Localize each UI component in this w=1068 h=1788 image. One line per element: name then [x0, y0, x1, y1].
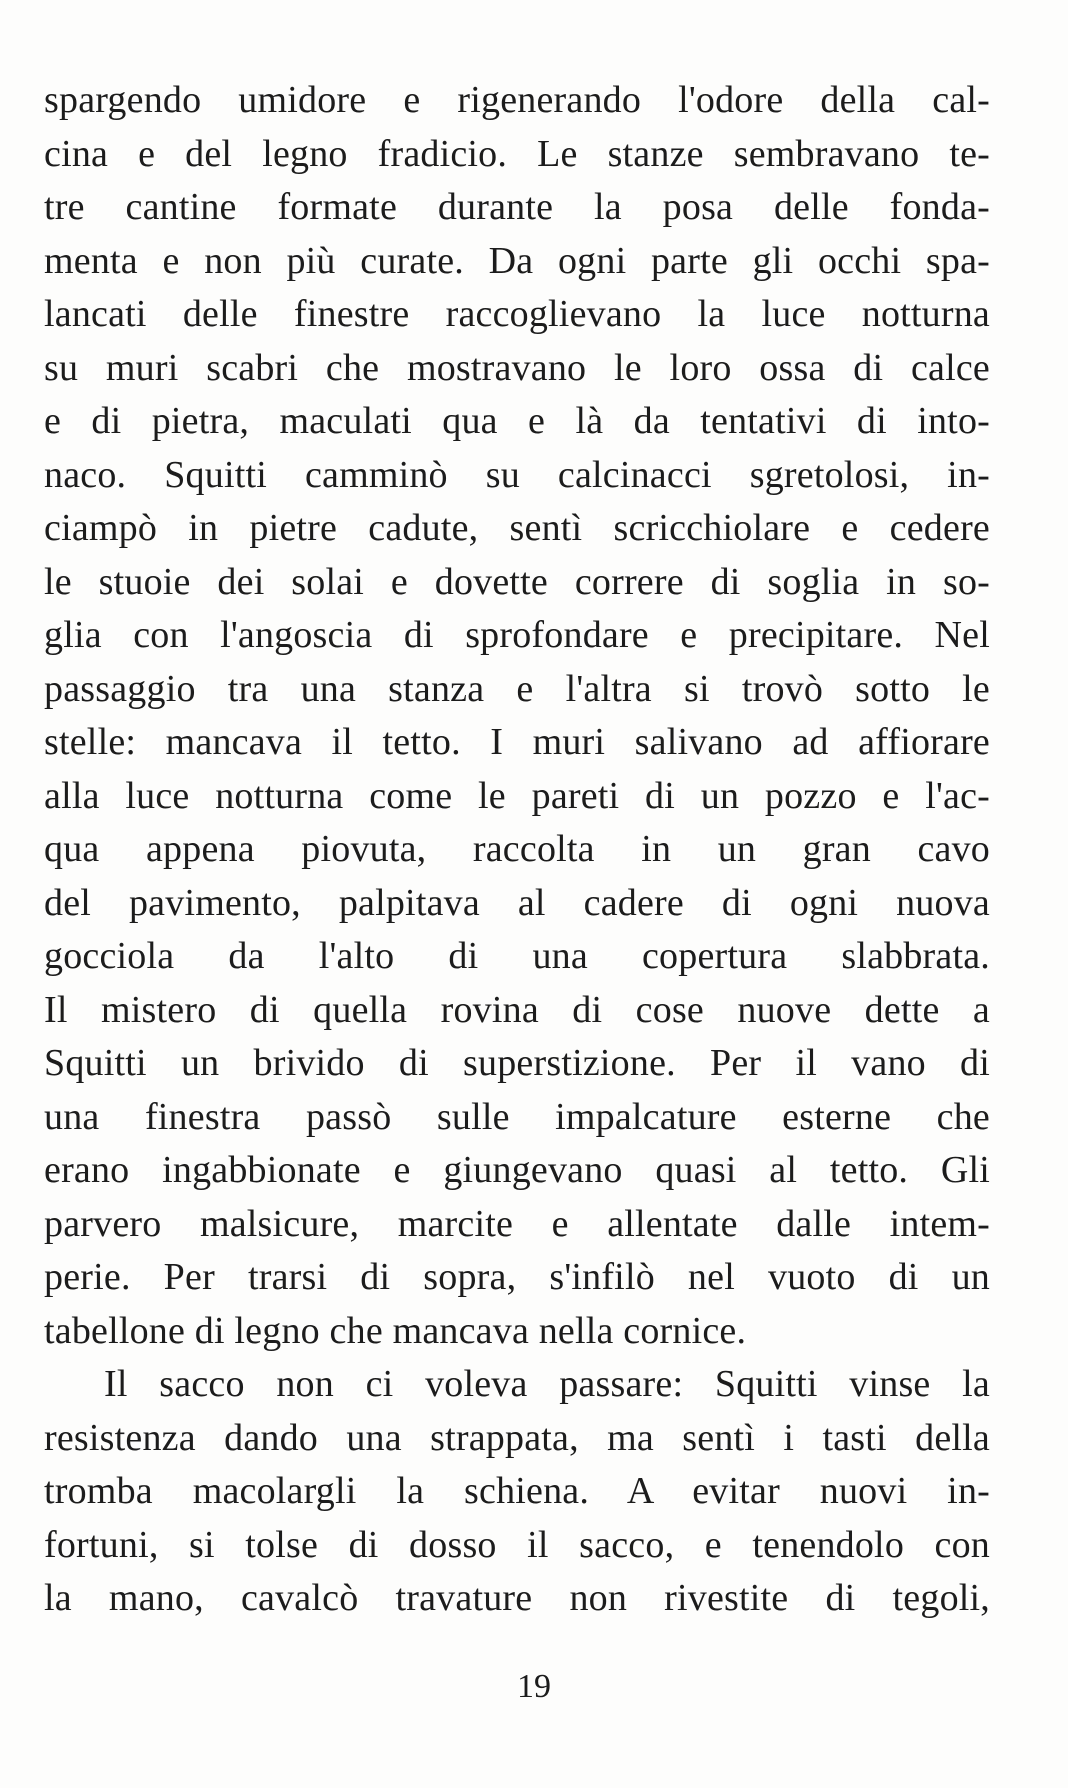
text-line: resistenza dando una strappata, ma sentì i tasti della	[44, 1416, 990, 1459]
text-line: Il sacco non ci voleva passare: Squitti vinse la	[104, 1363, 990, 1405]
paragraph-2	[44, 1358, 990, 1626]
text-line: spargendo umidore e rigenerando l'odore della cal-	[44, 79, 990, 121]
text-line: cina e del legno fradicio. Le stanze sembravano te-	[44, 132, 990, 175]
text-line: del pavimento, palpitava al cadere di ogni nuova	[44, 881, 990, 924]
text-line: glia con l'angoscia di sprofondare e precipitare. Nel	[44, 614, 990, 656]
text-line: ciampò in pietre cadute, sentì scricchiolare e cedere	[44, 507, 990, 549]
text-line: stelle: mancava il tetto. I muri salivano ad affiorare	[44, 721, 990, 763]
text-line: una finestra passò sulle impalcature esterne che	[44, 1095, 990, 1138]
text-line: perie. Per trarsi di sopra, s'infilò nel vuoto di un	[44, 1256, 990, 1298]
text-line: e di pietra, maculati qua e là da tentativi di into-	[44, 400, 990, 442]
text-line: tabellone di legno che mancava nella cornice.	[44, 1309, 747, 1352]
text-line: fortuni, si tolse di dosso il sacco, e tenendolo con	[44, 1523, 990, 1566]
text-line: Squitti un brivido di superstizione. Per il vano di	[44, 1042, 990, 1084]
body-text	[44, 74, 990, 1626]
text-line: su muri scabri che mostravano le loro ossa di calce	[44, 346, 990, 389]
text-line: alla luce notturna come le pareti di un pozzo e l'ac-	[44, 774, 990, 817]
text-line: erano ingabbionate e giungevano quasi al tetto. Gli	[44, 1149, 990, 1191]
text-line: lancati delle finestre raccoglievano la luce notturna	[44, 293, 990, 335]
page-number: 19	[517, 1668, 551, 1705]
text-line: tre cantine formate durante la posa delle fonda-	[44, 186, 990, 228]
text-line: gocciola da l'alto di una copertura slabbrata.	[44, 935, 990, 977]
text-line: la mano, cavalcò travature non rivestite di tegoli,	[44, 1577, 990, 1619]
text-line: parvero malsicure, marcite e allentate dalle intem-	[44, 1202, 990, 1245]
text-line: Il mistero di quella rovina di cose nuove dette a	[44, 988, 990, 1031]
text-line: naco. Squitti camminò su calcinacci sgretolosi, in-	[44, 453, 990, 496]
text-line: menta e non più curate. Da ogni parte gli occhi spa-	[44, 239, 990, 282]
paragraph-1	[44, 74, 990, 1358]
text-line: passaggio tra una stanza e l'altra si trovò sotto le	[44, 667, 990, 710]
text-line: le stuoie dei solai e dovette correre di soglia in so-	[44, 560, 990, 603]
text-line: qua appena piovuta, raccolta in un gran cavo	[44, 828, 990, 870]
text-line: tromba macolargli la schiena. A evitar nuovi in-	[44, 1470, 990, 1512]
